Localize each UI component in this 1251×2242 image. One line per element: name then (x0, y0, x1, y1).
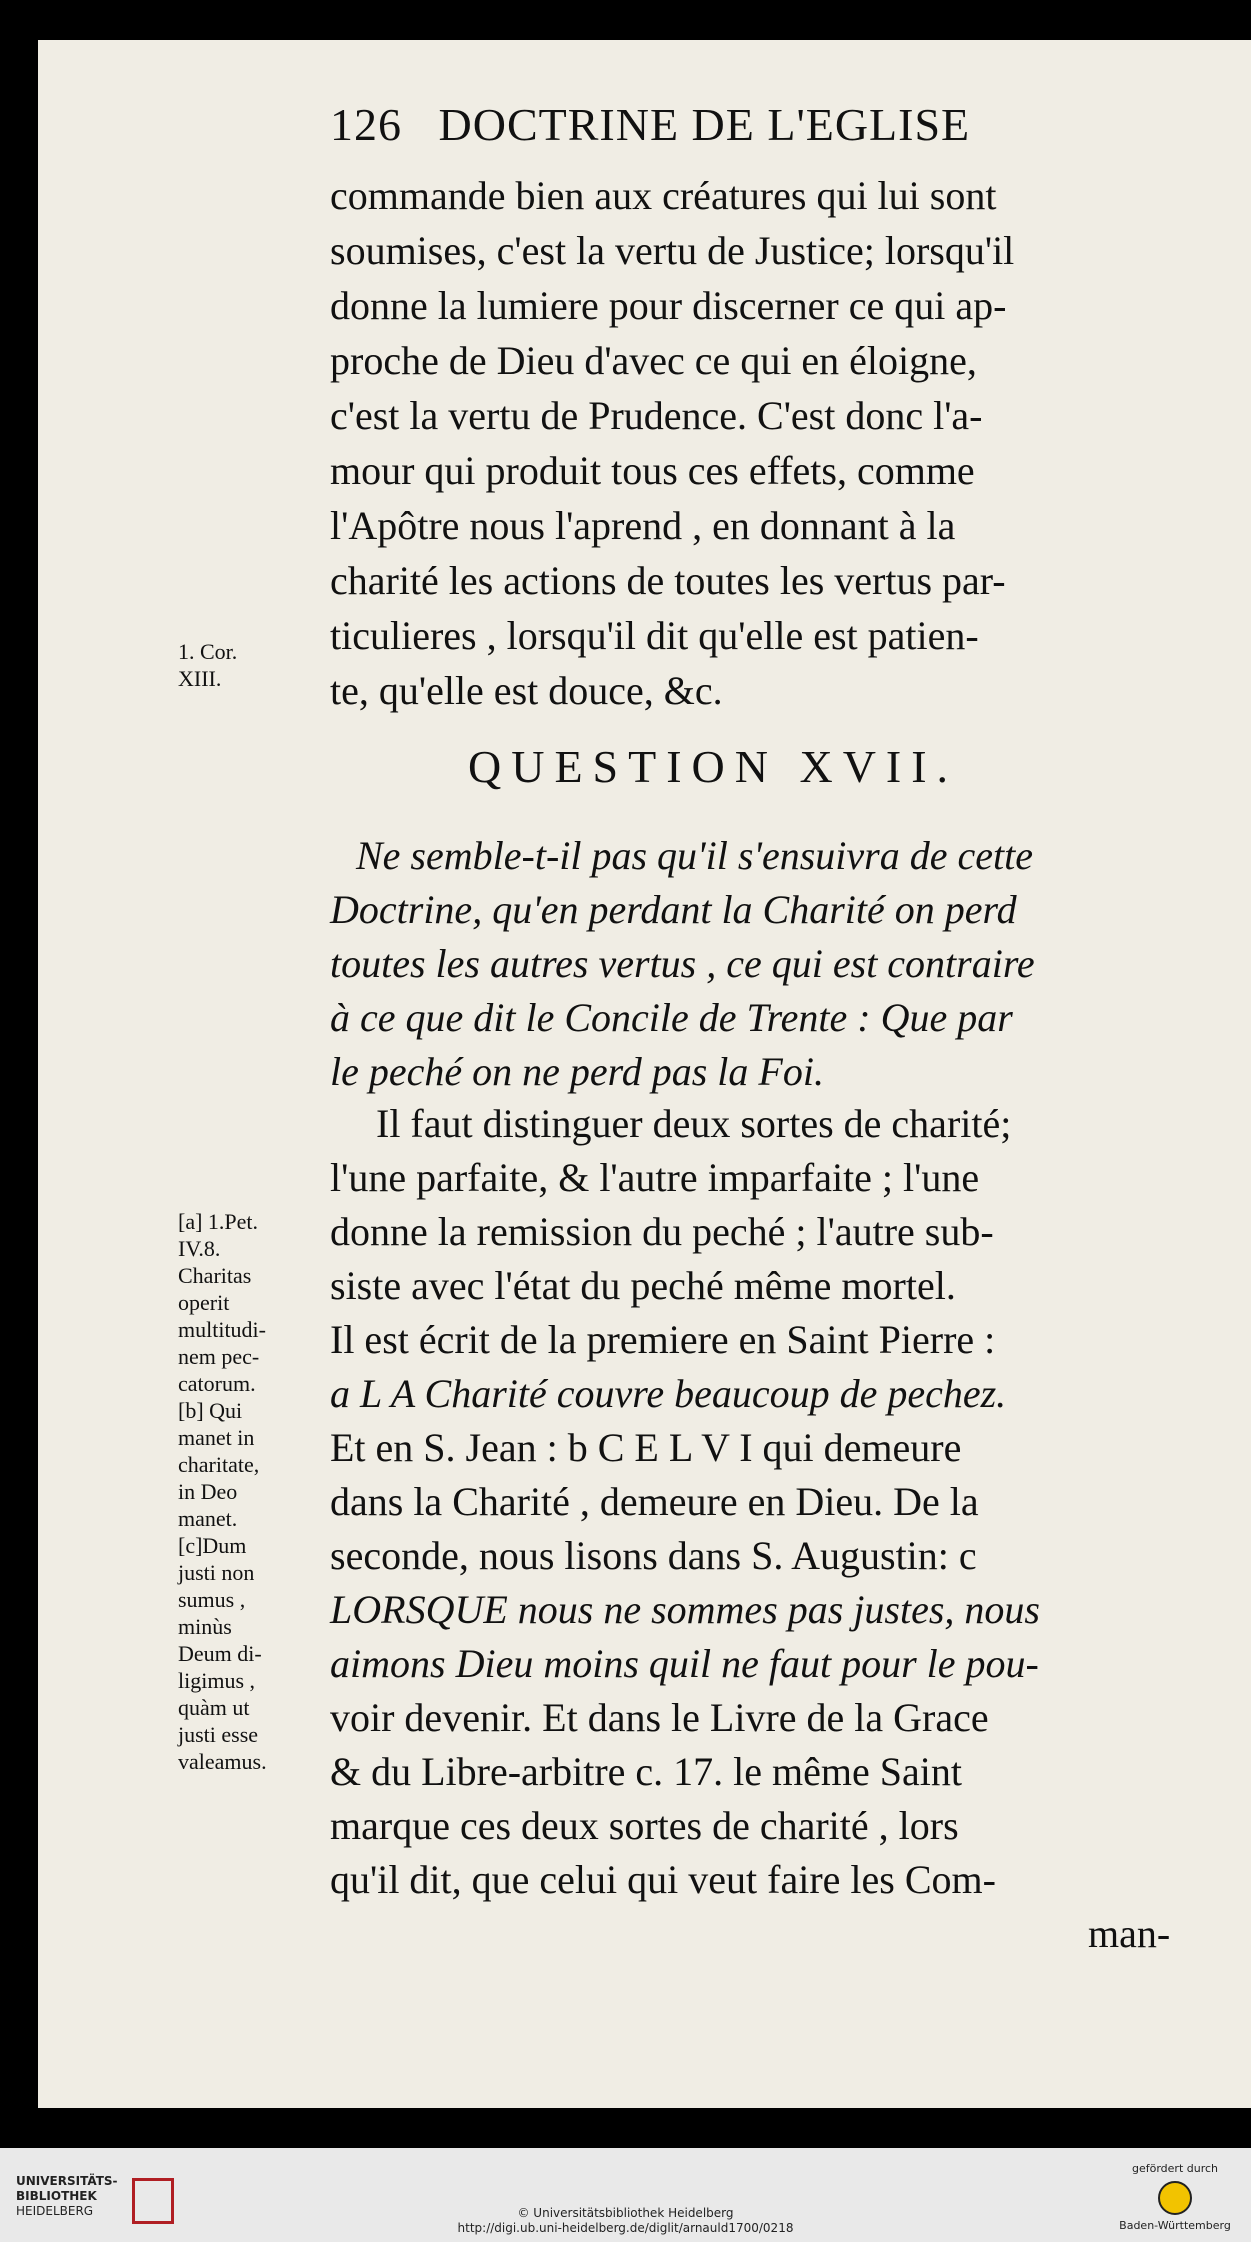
text-line: Il faut distinguer deux sortes de charité; (376, 1101, 1012, 1146)
margin-line: operit (178, 1290, 230, 1315)
question-title: QUESTION XVII. (468, 741, 959, 792)
text-line: voir devenir. Et dans le Livre de la Grace (330, 1695, 989, 1740)
text-line: charité les actions de toutes les vertus par- (330, 558, 1006, 603)
margin-line: ligimus , (178, 1668, 256, 1693)
text-line: qu'il dit, que celui qui veut faire les Com- (330, 1857, 996, 1902)
crest-icon (1158, 2181, 1192, 2215)
text-line: l'une parfaite, & l'autre imparfaite ; l'une (330, 1155, 980, 1200)
margin-line: justi esse (178, 1722, 259, 1747)
text-line: & du Libre-arbitre c. 17. le même Saint (330, 1749, 963, 1794)
margin-line: charitate, (178, 1452, 260, 1477)
text-line: dans la Charité , demeure en Dieu. De la (330, 1479, 979, 1524)
text-line: toutes les autres vertus , ce qui est contraire (330, 941, 1035, 986)
text-line: te, qu'elle est douce, &c. (330, 668, 723, 713)
text-line: aimons Dieu moins quil ne faut pour le pou- (330, 1641, 1039, 1686)
text-line: à ce que dit le Concile de Trente : Que par (330, 995, 1013, 1040)
sponsor-name: Baden-Württemberg (1119, 2219, 1231, 2232)
sponsor-block[interactable] (1115, 2162, 1235, 2232)
text-line: proche de Dieu d'avec ce qui en éloigne, (330, 338, 977, 383)
text-line: Et en S. Jean : b C E L V I qui demeure (330, 1425, 962, 1470)
text-line: donne la lumiere pour discerner ce qui ap- (330, 283, 1007, 328)
book-page (38, 40, 1251, 2108)
margin-line: in Deo (178, 1479, 238, 1504)
text-line: Doctrine, qu'en perdant la Charité on perd (330, 887, 1017, 932)
text-line: Ne semble-t-il pas qu'il s'ensuivra de cette (356, 833, 1033, 878)
margin-reference-cor (178, 638, 338, 692)
margin-line: nem pec- (178, 1344, 260, 1369)
margin-line: sumus , (178, 1587, 246, 1612)
text-line: c'est la vertu de Prudence. C'est donc l'a- (330, 393, 983, 438)
text-line: LORSQUE nous ne sommes pas justes, nous (330, 1587, 1040, 1632)
text-line: a L A Charité couvre beaucoup de pechez. (330, 1371, 1007, 1416)
sponsor-label: gefördert durch (1131, 2162, 1219, 2175)
margin-line: manet in (178, 1425, 255, 1450)
margin-line: quàm ut (178, 1695, 250, 1720)
text-line: soumises, c'est la vertu de Justice; lorsqu'il (330, 228, 1015, 273)
library-line: BIBLIOTHEK (16, 2189, 97, 2203)
margin-line: valeamus. (178, 1749, 267, 1774)
running-title: DOCTRINE DE L'EGLISE (438, 99, 971, 150)
text-line: le peché on ne perd pas la Foi. (330, 1049, 824, 1094)
text-line: donne la remission du peché ; l'autre sub- (330, 1209, 994, 1254)
copyright-info (0, 2206, 1251, 2236)
text-line: commande bien aux créatures qui lui sont (330, 173, 997, 218)
page-header (330, 98, 1230, 151)
footer-bar (0, 2148, 1251, 2242)
library-line: HEIDELBERG (16, 2204, 94, 2218)
margin-line: minùs (178, 1614, 232, 1639)
text-line: l'Apôtre nous l'aprend , en donnant à la (330, 503, 956, 548)
margin-line: justi non (178, 1560, 255, 1585)
margin-notes (178, 1208, 338, 1775)
catchword: man- (1088, 1911, 1171, 1956)
margin-line: [a] 1.Pet. (178, 1209, 259, 1234)
margin-line: [c]Dum (178, 1533, 247, 1558)
margin-line: manet. (178, 1506, 238, 1531)
source-url[interactable]: http://digi.ub.uni-heidelberg.de/diglit/arnauld1700/0218 (457, 2221, 794, 2235)
text-line: mour qui produit tous ces effets, comme (330, 448, 975, 493)
text-line: seconde, nous lisons dans S. Augustin: c (330, 1533, 977, 1578)
margin-line: multitudi- (178, 1317, 266, 1342)
text-line: siste avec l'état du peché même mortel. (330, 1263, 956, 1308)
text-line: Il est écrit de la premiere en Saint Pierre : (330, 1317, 996, 1362)
margin-line: Deum di- (178, 1641, 262, 1666)
library-line: UNIVERSITÄTS- (16, 2174, 118, 2188)
margin-line: XIII. (178, 666, 222, 691)
margin-line: Charitas (178, 1263, 252, 1288)
margin-line: 1. Cor. (178, 639, 238, 664)
margin-line: catorum. (178, 1371, 256, 1396)
margin-line: IV.8. (178, 1236, 221, 1261)
page-number: 126 (330, 99, 402, 150)
margin-line: [b] Qui (178, 1398, 243, 1423)
text-line: marque ces deux sortes de charité , lors (330, 1803, 959, 1848)
copyright-text: © Universitätsbibliothek Heidelberg (517, 2206, 734, 2220)
text-line: ticulieres , lorsqu'il dit qu'elle est patien- (330, 613, 979, 658)
